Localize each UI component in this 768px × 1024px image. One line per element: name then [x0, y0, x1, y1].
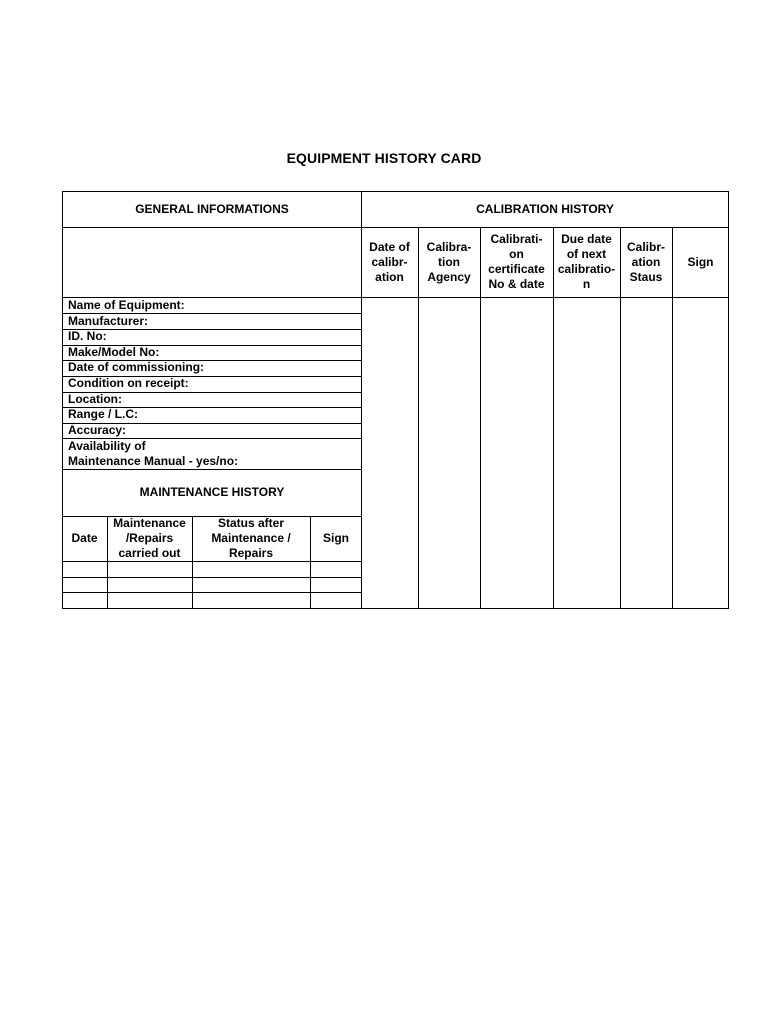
general-info-heading: GENERAL INFORMATIONS — [135, 201, 289, 216]
calibration-history-heading: CALIBRATION HISTORY — [476, 201, 614, 216]
field-condition-on-receipt: Condition on receipt: — [68, 376, 189, 390]
calibration-sign-header: Sign — [687, 254, 714, 269]
field-make-model-no: Make/Model No: — [68, 345, 160, 359]
field-maintenance-manual-availability: Availability of Maintenance Manual - yes/no: — [68, 439, 239, 468]
field-accuracy: Accuracy: — [68, 423, 127, 437]
field-range-lc: Range / L.C: — [68, 407, 139, 421]
maintenance-sign-header: Sign — [323, 531, 349, 545]
calibration-certificate-header: Calibrati- on certificate No & date — [488, 232, 545, 291]
field-name-of-equipment: Name of Equipment: — [68, 298, 185, 312]
field-date-of-commissioning: Date of commissioning: — [68, 360, 205, 374]
maintenance-date-header: Date — [71, 531, 98, 545]
document-title: EQUIPMENT HISTORY CARD — [286, 150, 482, 166]
equipment-history-table — [62, 191, 729, 609]
maintenance-row — [62, 592, 362, 608]
maintenance-row — [62, 577, 362, 592]
maintenance-row — [62, 561, 362, 577]
calibration-date-header: Date of calibr- ation — [369, 239, 410, 284]
field-location: Location: — [68, 392, 122, 406]
calibration-status-header: Calibr- ation Staus — [626, 239, 665, 284]
maintenance-history-heading: MAINTENANCE HISTORY — [139, 485, 285, 499]
maintenance-repairs-header: Maintenance /Repairs carried out — [113, 516, 186, 560]
field-manufacturer: Manufacturer: — [68, 314, 149, 328]
status-after-maintenance-header: Status after Maintenance / Repairs — [211, 516, 291, 560]
field-id-no: ID. No: — [68, 329, 107, 343]
calibration-agency-header: Calibra- tion Agency — [426, 239, 472, 284]
next-calibration-due-header: Due date of next calibratio- n — [557, 232, 616, 291]
